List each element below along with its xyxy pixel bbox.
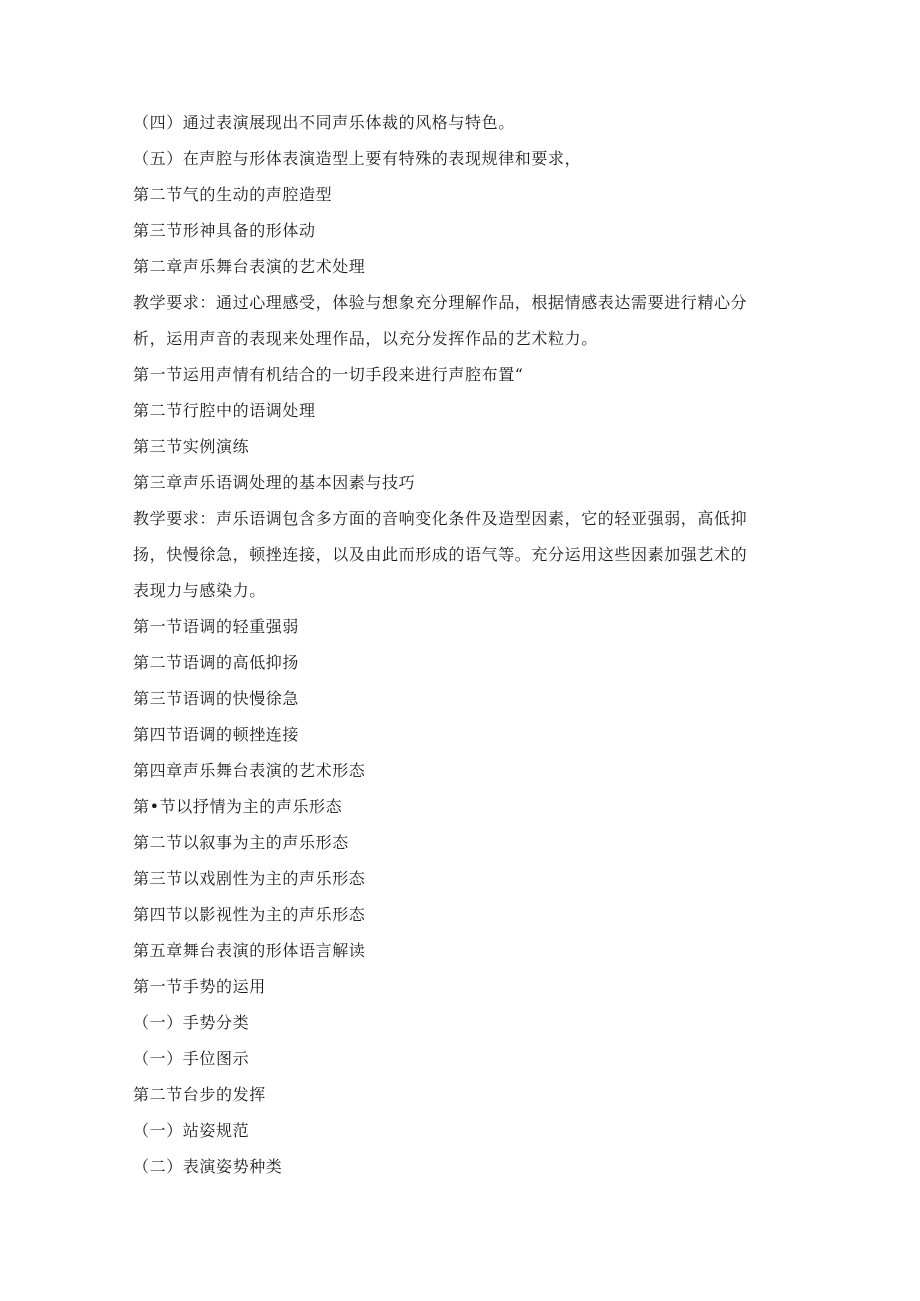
sub-item: （一）手势分类: [133, 1013, 250, 1032]
section-heading: 第二节行腔中的语调处理: [133, 401, 316, 420]
section-heading: 第三节以戏剧性为主的声乐形态: [133, 869, 366, 888]
section-heading: 第三节形神具备的形体动: [133, 221, 316, 240]
chapter-heading: 第五章舞台表演的形体语言解读: [133, 941, 366, 960]
document-body: [133, 105, 773, 1185]
chapter-heading: 第四章声乐舞台表演的艺术形态: [133, 761, 366, 780]
teaching-requirement-paragraph: [133, 285, 773, 357]
section-heading: 第三节实例演练: [133, 437, 250, 456]
chapter-heading: 第三章声乐语调处理的基本因素与技巧: [133, 473, 416, 492]
item-four: （四）通过表演展现出不同声乐体裁的风格与特色。: [133, 113, 515, 132]
item-five: （五）在声腔与形体表演造型上要有特殊的表现规律和要求，: [133, 149, 582, 168]
sub-item: （一）站姿规范: [133, 1121, 250, 1140]
paragraph-line: 扬，快慢徐急，顿挫连接，以及由此而形成的语气等。充分运用这些因素加强艺术的: [133, 545, 748, 564]
section-heading: 第一节语调的轻重强弱: [133, 617, 300, 636]
section-heading: 第二节气的生动的声腔造型: [133, 185, 333, 204]
section-heading: 第一节运用声情有机结合的一切手段来进行声腔布置“: [133, 365, 524, 384]
section-heading: 第三节语调的快慢徐急: [133, 689, 300, 708]
paragraph-line: 教学要求：通过心理感受，体验与想象充分理解作品，根据情感表达需要进行精心分: [133, 293, 748, 312]
section-heading: 第•节以抒情为主的声乐形态: [133, 797, 343, 816]
chapter-heading: 第二章声乐舞台表演的艺术处理: [133, 257, 366, 276]
section-heading: 第二节语调的高低抑扬: [133, 653, 300, 672]
section-heading: 第四节语调的顿挫连接: [133, 725, 300, 744]
paragraph-line: 表现力与感染力。: [133, 581, 266, 600]
section-heading: 第四节以影视性为主的声乐形态: [133, 905, 366, 924]
paragraph-line: 析，运用声音的表现来处理作品，以充分发挥作品的艺术粒力。: [133, 329, 598, 348]
sub-item: （一）手位图示: [133, 1049, 250, 1068]
section-heading: 第二节以叙事为主的声乐形态: [133, 833, 349, 852]
sub-item: （二）表演姿势种类: [133, 1157, 283, 1176]
section-heading: 第二节台步的发挥: [133, 1085, 266, 1104]
paragraph-line: 教学要求：声乐语调包含多方面的音响变化条件及造型因素，它的轻亚强弱，高低抑: [133, 509, 748, 528]
section-heading: 第一节手势的运用: [133, 977, 266, 996]
teaching-requirement-paragraph: [133, 501, 773, 609]
